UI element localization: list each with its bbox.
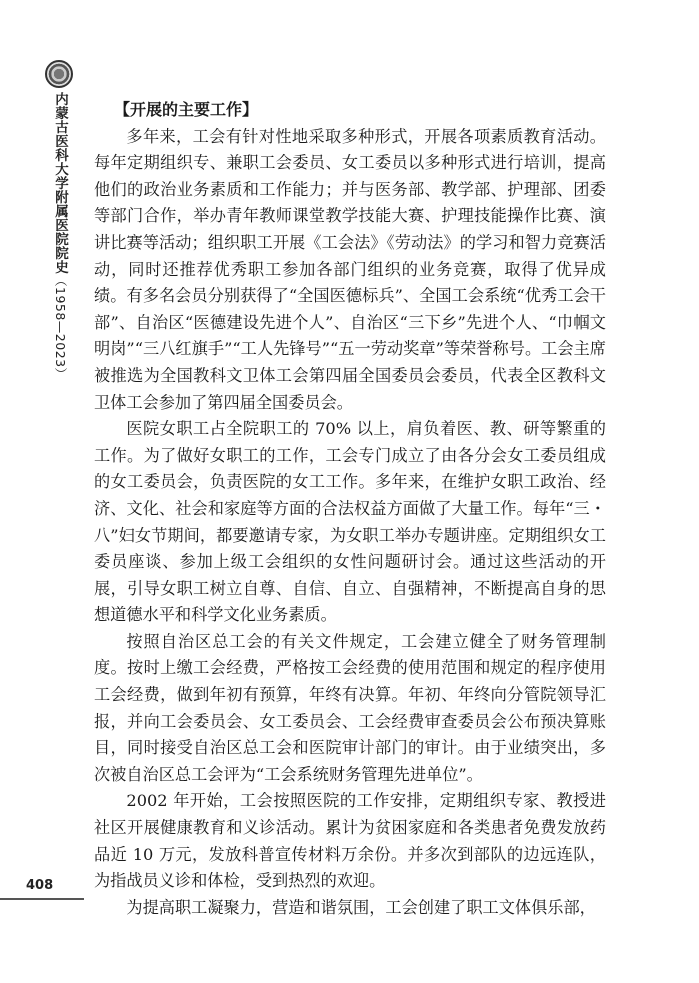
book-years: （1958—2023） (53, 274, 68, 381)
university-logo-icon (45, 60, 73, 88)
running-head (50, 92, 70, 381)
page-body (94, 97, 606, 921)
paragraph: 多年来，工会有针对性地采取多种形式，开展各项素质教育活动。每年定期组织专、兼职工会委员、女工委员以多种形式进行培训，提高他们的政治业务素质和工作能力；并与医务部、教学部、护理部、团委等部门合作，举办青年教师课堂教学技能大赛、护理技能操作比赛、演讲比赛等活动；组织职工开展《工会法》《劳动法》的学习和智力竞赛活动，同时还推荐优秀职工参加各部门组织的业务竞赛，取得了优异成绩。有多名会员分别获得了“全国医德标兵”、全国工会系统“优秀工会干部”、自治区“医德建设先进个人”、自治区“三下乡”先进个人、“巾帼文明岗”“三八红旗手”“工人先锋号”“五一劳动奖章”等荣誉称号。工会主席被推选为全国教科文卫体工会第四届全国委员会委员，代表全区教科文卫体工会参加了第四届全国委员会。 (94, 126, 606, 412)
page-number: 408 (26, 878, 54, 893)
paragraph: 2002 年开始，工会按照医院的工作安排，定期组织专家、教授进社区开展健康教育和义诊活动。累计为贫困家庭和各类患者免费发放药品近 10 万元，发放科普宣传材料万余份。并多次到部队的边远连队，为指战员义诊和体检，受到热烈的欢迎。 (94, 791, 606, 891)
paragraph: 为提高职工凝聚力，营造和谐氛围，工会创建了职工文体俱乐部， (126, 897, 596, 917)
section-heading: 【开展的主要工作】 (114, 100, 259, 119)
paragraph: 按照自治区总工会的有关文件规定，工会建立健全了财务管理制度。按时上缴工会经费，严格按工会经费的使用范围和规定的程序使用工会经费，做到年初有预算，年终有决算。年初、年终向分管院领导汇报，并向工会委员会、女工委员会、工会经费审查委员会公布预决算账目，同时接受自治区总工会和医院审计部门的审计。由于业绩突出，多次被自治区总工会评为“工会系统财务管理先进单位”。 (94, 631, 606, 784)
paragraph: 医院女职工占全院职工的 70% 以上，肩负着医、教、研等繁重的工作。为了做好女职工的工作，工会专门成立了由各分会女工委员组成的女工委员会，负责医院的女工工作。多年来，在维护女职工政治、经济、文化、社会和家庭等方面的合法权益方面做了大量工作。每年“三・八”妇女节期间，都要邀请专家，为女职工举办专题讲座。定期组织女工委员座谈、参加上级工会组织的女性问题研讨会。通过这些活动的开展，引导女职工树立自尊、自信、自立、自强精神，不断提高自身的思想道德水平和科学文化业务素质。 (94, 419, 606, 625)
book-title: 内蒙古医科大学附属医院院史 (52, 92, 68, 274)
footer-rule (0, 898, 84, 900)
